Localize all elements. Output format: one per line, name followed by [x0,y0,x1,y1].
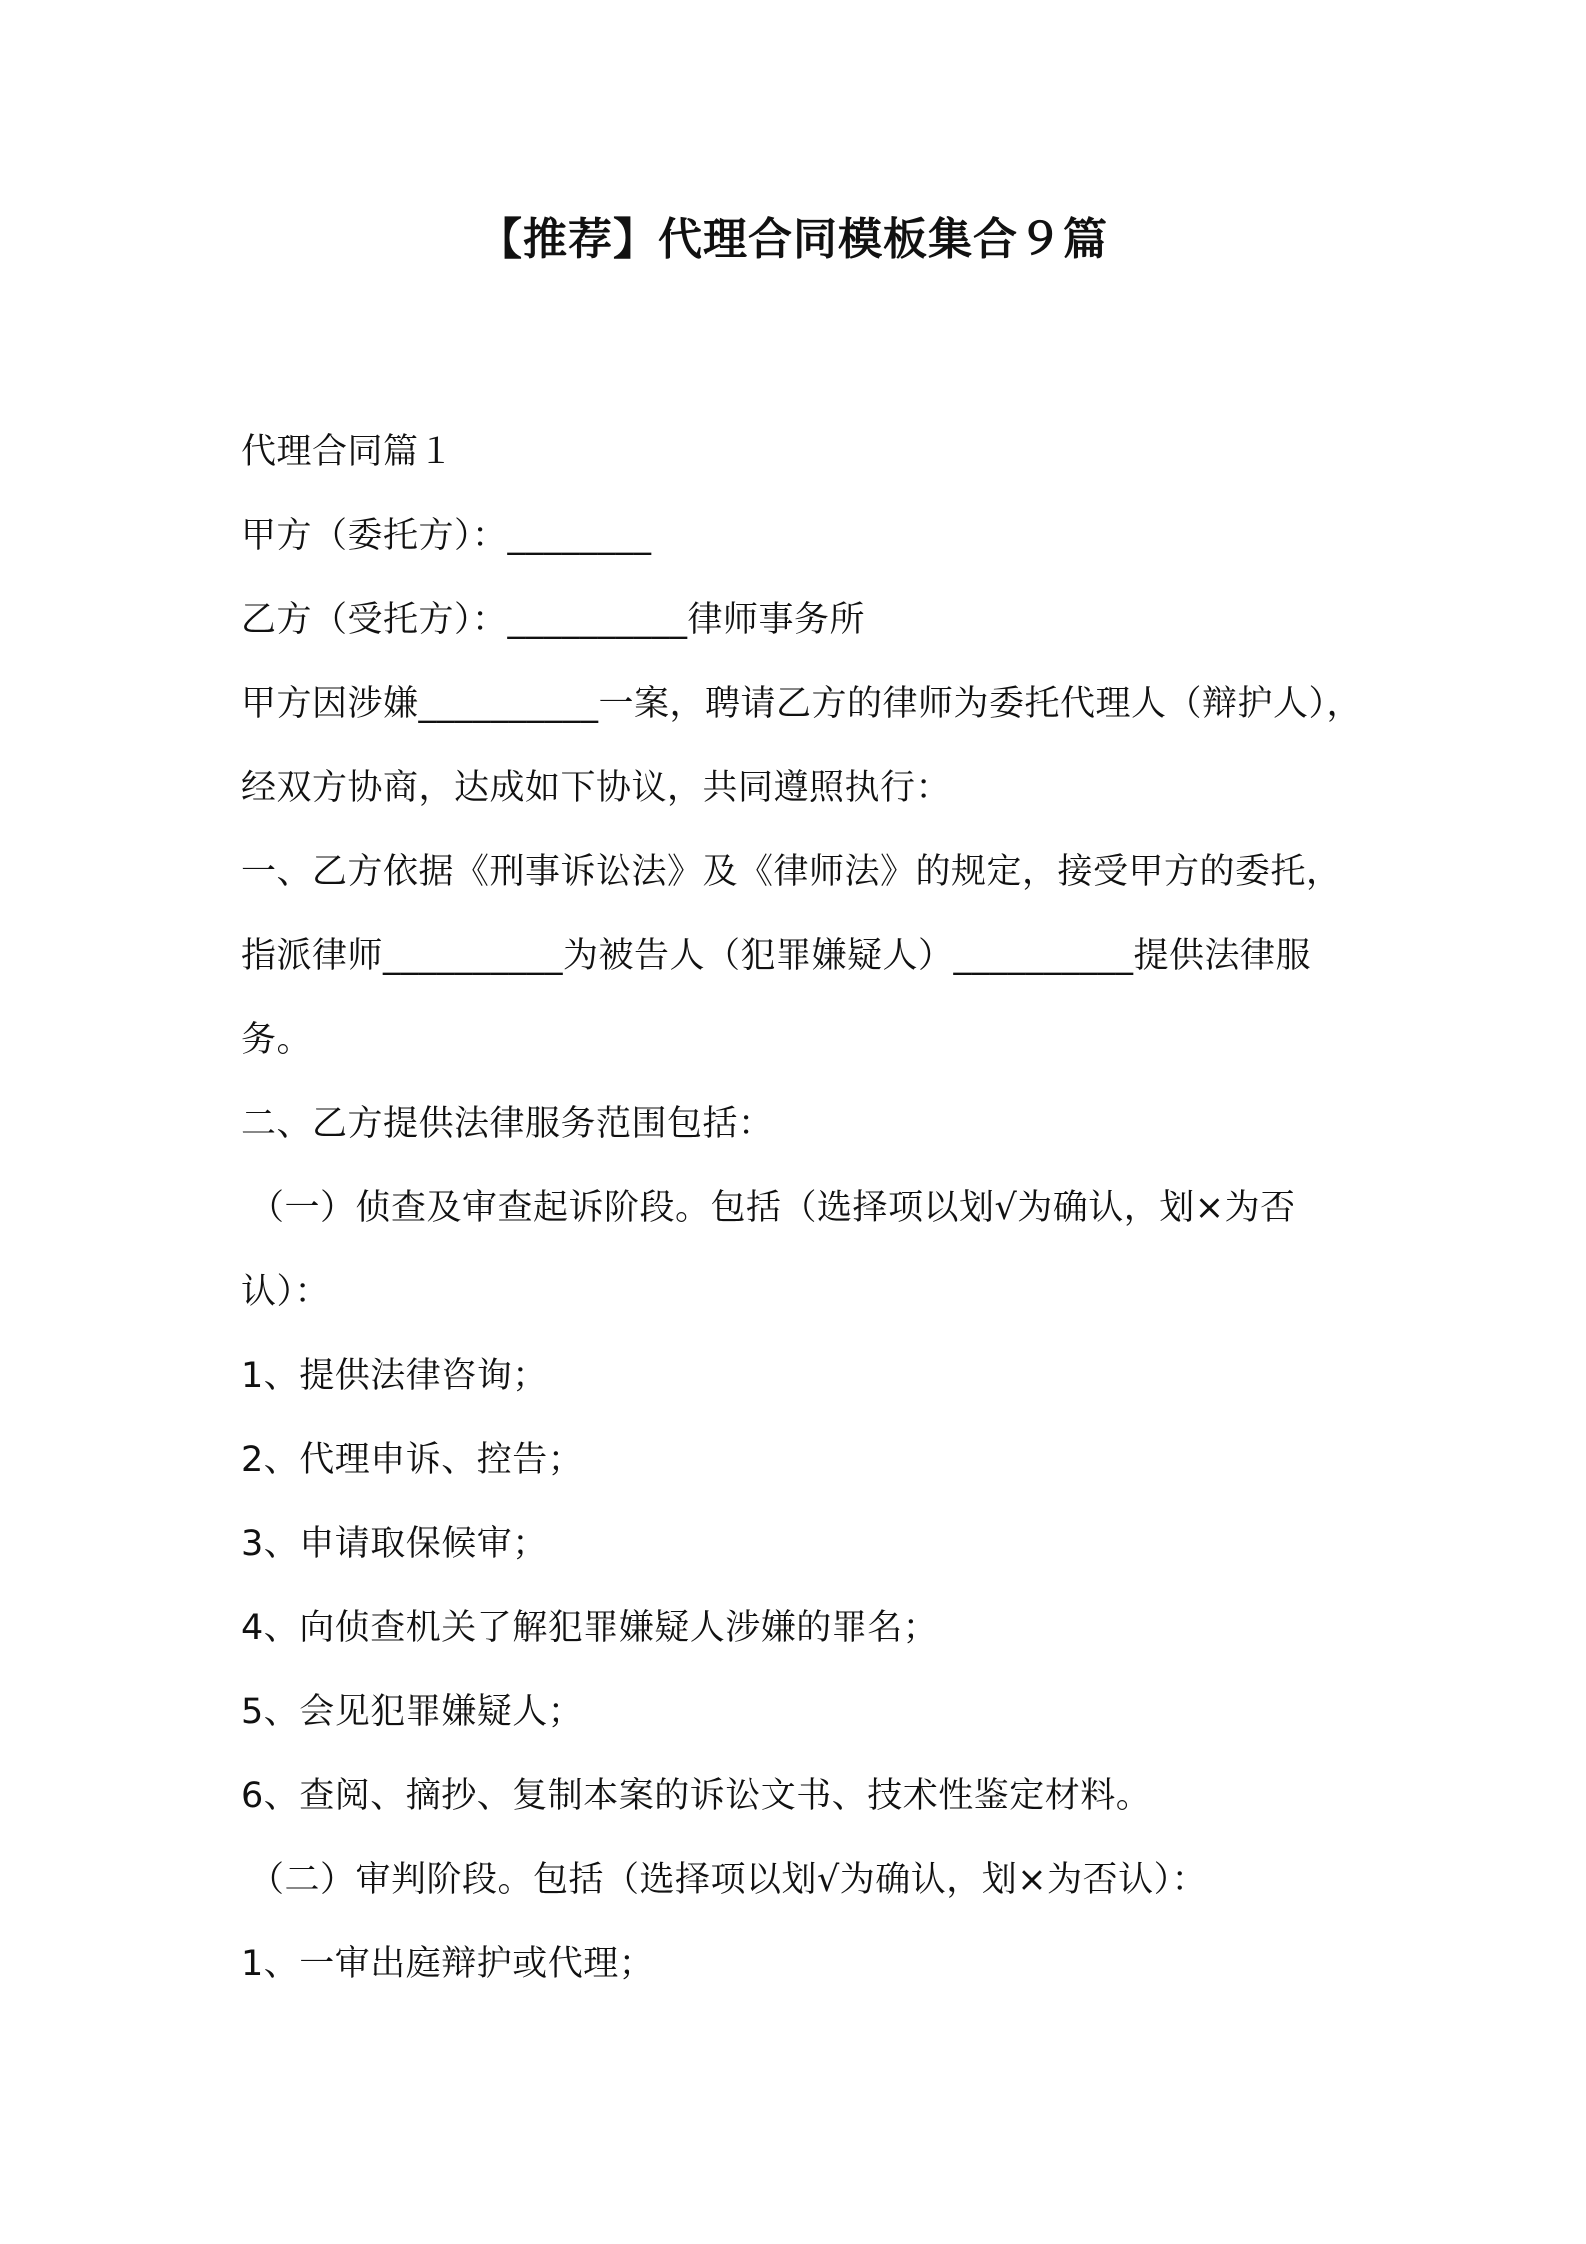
list-item: 3、申请取保候审； [241,1524,548,1564]
paragraph-line: 甲方因涉嫌__________一案，聘请乙方的律师为委托代理人（辩护人）， [241,684,1363,724]
list-item: 5、会见犯罪嫌疑人； [241,1692,584,1732]
party-a-line: 甲方（委托方）：________ [241,516,652,556]
clause-line: 务。 [241,1020,313,1060]
section-heading: 代理合同篇１ [241,432,455,472]
document-body [241,410,1371,2006]
party-b-line: 乙方（受托方）：__________律师事务所 [241,600,866,640]
list-item: 1、提供法律咨询； [241,1356,548,1396]
subclause-line: （二）审判阶段。包括（选择项以划√为确认，划×为否认）： [249,1860,1208,1900]
list-item: 1、一审出庭辩护或代理； [241,1944,655,1984]
paragraph-line: 经双方协商，达成如下协议，共同遵照执行： [241,768,952,808]
document-title: 【推荐】代理合同模板集合９篇 [478,214,1108,265]
list-item: 6、查阅、摘抄、复制本案的诉讼文书、技术性鉴定材料。 [241,1776,1152,1816]
clause-line: 指派律师__________为被告人（犯罪嫌疑人）__________提供法律服 [241,936,1312,976]
list-item: 2、代理申诉、控告； [241,1440,584,1480]
clause-line: 一、乙方依据《刑事诉讼法》及《律师法》的规定，接受甲方的委托， [241,852,1342,892]
clause-line: 二、乙方提供法律服务范围包括： [241,1104,774,1144]
subclause-line: 认）： [241,1272,331,1312]
list-item: 4、向侦查机关了解犯罪嫌疑人涉嫌的罪名； [241,1608,939,1648]
subclause-line: （一）侦查及审查起诉阶段。包括（选择项以划√为确认，划×为否 [249,1188,1296,1228]
